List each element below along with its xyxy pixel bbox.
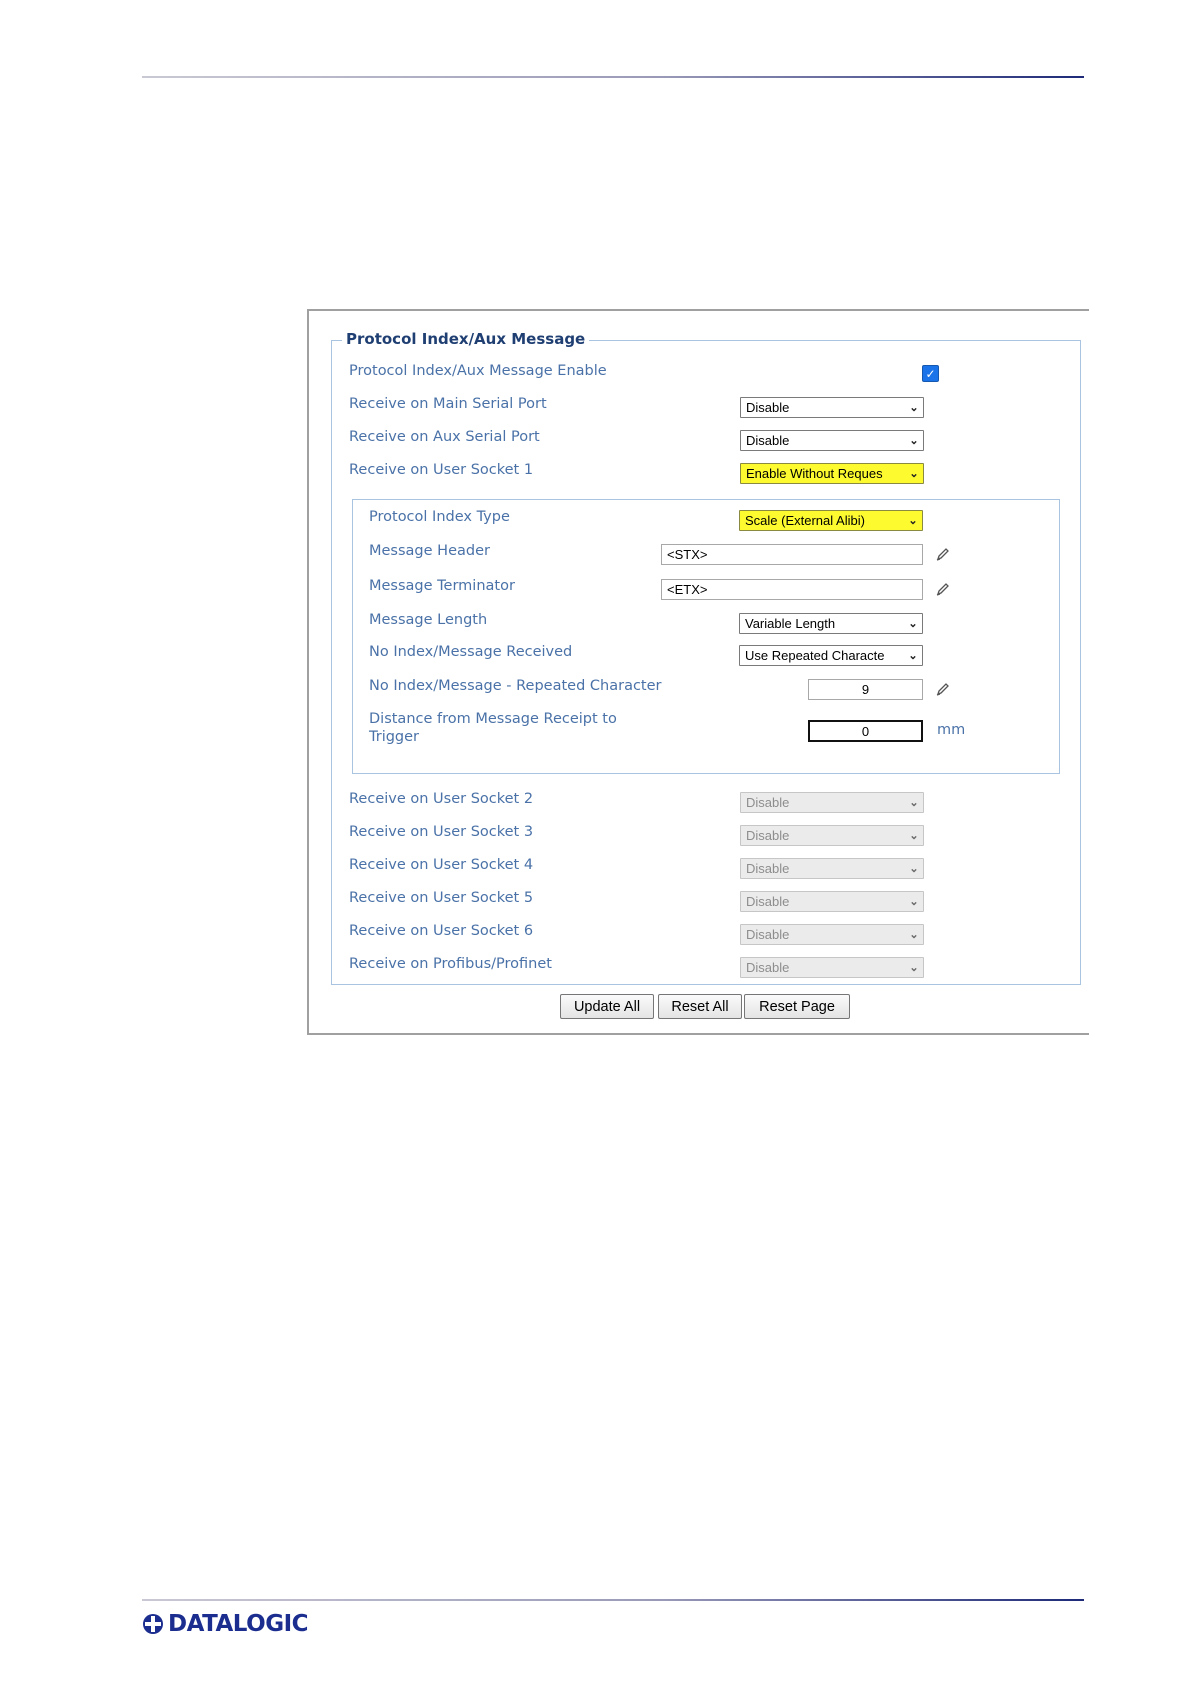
main-serial-value: Disable [746, 400, 790, 415]
checkmark-icon: ✓ [925, 366, 936, 381]
settings-screenshot [307, 309, 1089, 1035]
user-socket-1-select[interactable] [740, 463, 924, 484]
datalogic-logo-mark-icon [142, 1613, 164, 1635]
user-socket-5-label: Receive on User Socket 5 [349, 890, 534, 906]
length-value: Variable Length [745, 616, 836, 631]
brand-name: DATALOGIC [168, 1611, 309, 1637]
user-socket-1-label: Receive on User Socket 1 [349, 462, 534, 478]
chevron-down-icon: ⌄ [909, 863, 919, 875]
user-socket-2-select[interactable] [740, 792, 924, 813]
header-label: Message Header [369, 543, 490, 559]
terminator-label: Message Terminator [369, 578, 515, 594]
pencil-icon[interactable] [935, 681, 951, 697]
distance-label: Distance from Message Receipt to Trigger [369, 711, 617, 745]
header-input[interactable]: <STX> [661, 544, 923, 565]
chevron-down-icon: ⌄ [909, 896, 919, 908]
chevron-down-icon: ⌄ [909, 962, 919, 974]
no-index-label: No Index/Message Received [369, 644, 573, 660]
user-socket-3-select[interactable] [740, 825, 924, 846]
chevron-down-icon: ⌄ [909, 830, 919, 842]
pencil-icon[interactable] [935, 581, 951, 597]
main-serial-select[interactable] [740, 397, 924, 418]
chevron-down-icon: ⌄ [908, 618, 918, 630]
user-socket-4-select[interactable] [740, 858, 924, 879]
user-socket-2-value: Disable [746, 795, 790, 810]
user-socket-4-value: Disable [746, 861, 790, 876]
user-socket-6-label: Receive on User Socket 6 [349, 923, 534, 939]
user-socket-1-value: Enable Without Reques [746, 466, 883, 481]
profibus-value: Disable [746, 960, 790, 975]
chevron-down-icon: ⌄ [909, 402, 919, 414]
user-socket-4-label: Receive on User Socket 4 [349, 857, 534, 873]
pencil-icon[interactable] [935, 546, 951, 562]
datalogic-logo [142, 1610, 308, 1638]
protocol-index-fieldset [331, 330, 1081, 985]
repeated-char-label: No Index/Message - Repeated Character [369, 678, 662, 694]
fieldset-legend: Protocol Index/Aux Message [342, 330, 589, 348]
reset-all-button[interactable]: Reset All [658, 994, 742, 1019]
terminator-input[interactable]: <ETX> [661, 579, 923, 600]
chevron-down-icon: ⌄ [909, 435, 919, 447]
profibus-label: Receive on Profibus/Profinet [349, 956, 552, 972]
bottom-rule [142, 1599, 1084, 1601]
update-all-button[interactable]: Update All [560, 994, 654, 1019]
distance-unit: mm [937, 722, 966, 738]
chevron-down-icon: ⌄ [908, 515, 918, 527]
aux-serial-select[interactable] [740, 430, 924, 451]
enable-checkbox[interactable] [922, 365, 939, 382]
profibus-select[interactable] [740, 957, 924, 978]
chevron-down-icon: ⌄ [909, 468, 919, 480]
enable-label: Protocol Index/Aux Message Enable [349, 363, 607, 379]
length-select[interactable] [739, 613, 923, 634]
aux-serial-label: Receive on Aux Serial Port [349, 429, 540, 445]
user-socket-5-value: Disable [746, 894, 790, 909]
index-type-select[interactable] [739, 510, 923, 531]
no-index-select[interactable] [739, 645, 923, 666]
user-socket-3-label: Receive on User Socket 3 [349, 824, 534, 840]
aux-serial-value: Disable [746, 433, 790, 448]
user-socket-1-subsettings [352, 499, 1060, 774]
index-type-label: Protocol Index Type [369, 509, 510, 525]
top-rule [142, 76, 1084, 78]
chevron-down-icon: ⌄ [908, 650, 918, 662]
main-serial-label: Receive on Main Serial Port [349, 396, 547, 412]
index-type-value: Scale (External Alibi) [745, 513, 865, 528]
chevron-down-icon: ⌄ [909, 797, 919, 809]
repeated-char-input[interactable]: 9 [808, 679, 923, 700]
user-socket-6-value: Disable [746, 927, 790, 942]
user-socket-2-label: Receive on User Socket 2 [349, 791, 534, 807]
no-index-value: Use Repeated Characte [745, 648, 885, 663]
chevron-down-icon: ⌄ [909, 929, 919, 941]
user-socket-6-select[interactable] [740, 924, 924, 945]
length-label: Message Length [369, 612, 488, 628]
reset-page-button[interactable]: Reset Page [744, 994, 850, 1019]
distance-input[interactable]: 0 [808, 720, 923, 742]
user-socket-5-select[interactable] [740, 891, 924, 912]
user-socket-3-value: Disable [746, 828, 790, 843]
